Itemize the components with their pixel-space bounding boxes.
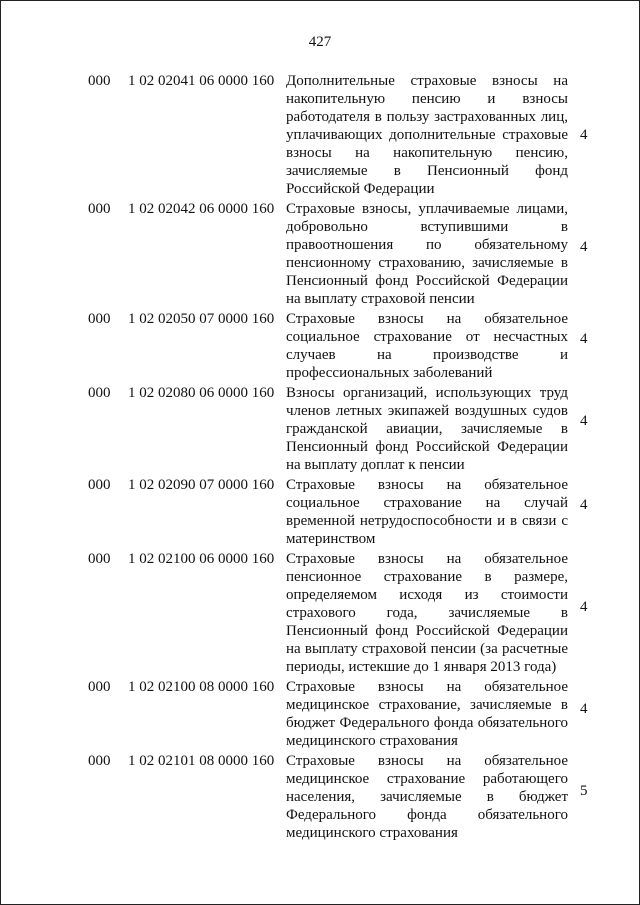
row-digit: 4 [580,239,588,255]
row-description: Взносы организаций, использующих труд членов летных экипажей воздушных судов гражданской авиации, зачисляемые в Пенсионный фонд Российской Федерации на выплату доплат к пенсии [286,385,568,473]
admin-code: 000 [88,311,111,327]
kbk-code: 1 02 02100 08 0000 160 [128,679,275,695]
kbk-code: 1 02 02100 06 0000 160 [128,551,275,567]
kbk-code: 1 02 02101 08 0000 160 [128,753,275,769]
table-row [0,310,640,382]
row-description: Страховые взносы на обязательное социальное страхование от несчастных случаев на производстве и профессиональных заболеваний [286,311,568,381]
admin-code: 000 [88,201,111,217]
table-row [0,550,640,676]
page-number: 427 [308,34,332,50]
kbk-code: 1 02 02050 07 0000 160 [128,311,275,327]
row-digit: 4 [580,497,588,513]
admin-code: 000 [88,385,111,401]
row-digit: 4 [580,331,588,347]
row-digit: 4 [580,599,588,615]
table-row [0,384,640,474]
row-digit: 4 [580,127,588,143]
admin-code: 000 [88,753,111,769]
kbk-code: 1 02 02080 06 0000 160 [128,385,275,401]
row-description: Страховые взносы на обязательное пенсионное страхование в размере, определяемом исходя из стоимости страхового года, зачисляемые в Пенсионный фонд Российской Федерации на выплату страховой пенсии (за расчетные периоды, истекшие до 1 января 2013 года) [286,551,568,675]
table-row [0,752,640,842]
row-description: Страховые взносы на обязательное медицинское страхование работающего населения, зачисляемые в бюджет Федерального фонда обязательного медицинского страхования [286,753,568,841]
row-description: Страховые взносы на обязательное социальное страхование на случай временной нетрудоспособности и в связи с материнством [286,477,568,547]
table-row [0,200,640,308]
row-description: Страховые взносы на обязательное медицинское страхование, зачисляемые в бюджет Федерального фонда обязательного медицинского страхования [286,679,568,749]
row-digit: 4 [580,413,588,429]
admin-code: 000 [88,679,111,695]
row-description: Страховые взносы, уплачиваемые лицами, добровольно вступившими в правоотношения по обязательному пенсионному страхованию, зачисляемые в Пенсионный фонд Российской Федерации на выплату страховой пенсии [286,201,568,307]
kbk-code: 1 02 02042 06 0000 160 [128,201,275,217]
table-row [0,476,640,548]
admin-code: 000 [88,73,111,89]
row-description: Дополнительные страховые взносы на накопительную пенсию и взносы работодателя в пользу застрахованных лиц, уплачивающих дополнительные страховые взносы на накопительную пенсию, зачисляемые в Пенсионный фонд Российской Федерации [286,73,568,197]
row-digit: 4 [580,701,588,717]
admin-code: 000 [88,551,111,567]
admin-code: 000 [88,477,111,493]
budget-codes-table [0,72,640,844]
row-digit: 5 [580,783,588,799]
table-row [0,678,640,750]
kbk-code: 1 02 02090 07 0000 160 [128,477,275,493]
table-row [0,72,640,198]
kbk-code: 1 02 02041 06 0000 160 [128,73,275,89]
